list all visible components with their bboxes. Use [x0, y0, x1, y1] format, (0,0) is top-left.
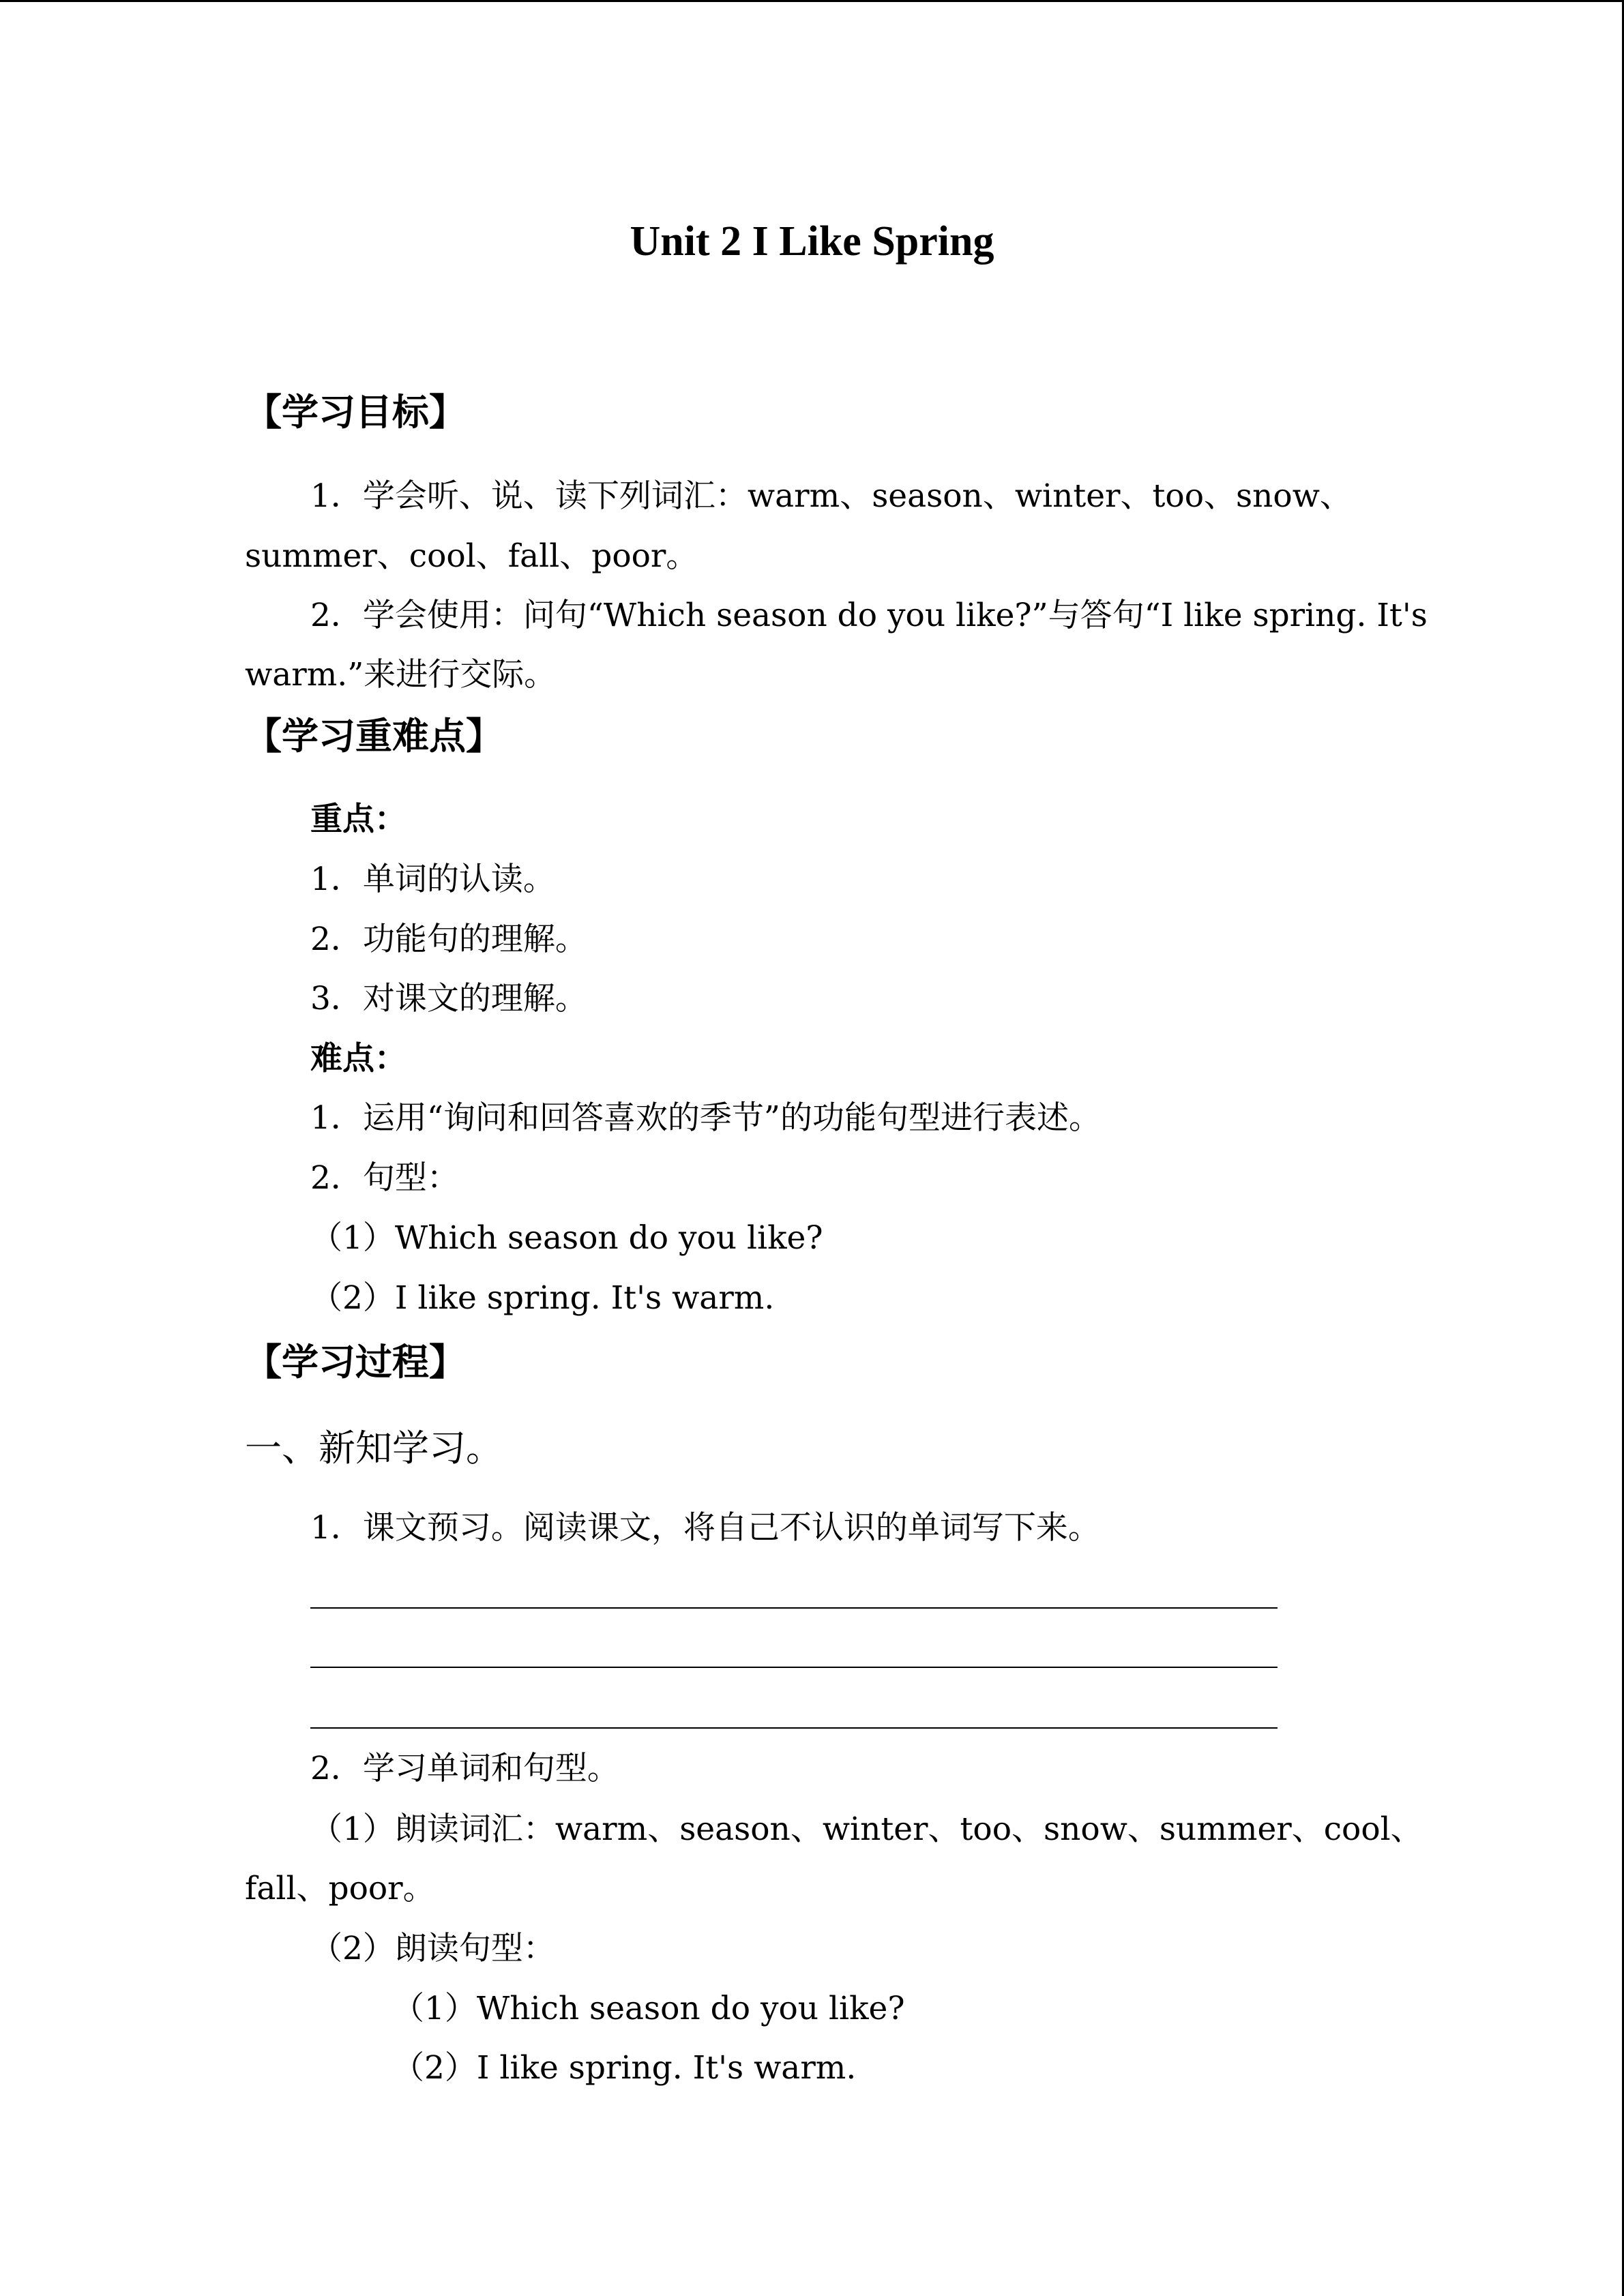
difficult-item-1: 1．运用“询问和回答喜欢的季节”的功能句型进行表述。	[310, 1099, 1101, 1137]
sentence-1: （1）Which season do you like?	[392, 1990, 905, 2027]
key-item-3: 3．对课文的理解。	[310, 980, 587, 1017]
sentence-2: （2）I like spring. It's warm.	[392, 2049, 857, 2087]
writing-line	[310, 1607, 1278, 1609]
step-1: 1．课文预习。阅读课文，将自己不认识的单词写下来。	[310, 1509, 1100, 1547]
objective-1-line-1: 1．学会听、说、读下列词汇：warm、season、winter、too、snow、	[310, 477, 1352, 515]
vocab-line-1: （1）朗读词汇：warm、season、winter、too、snow、summer、cool、	[310, 1810, 1423, 1848]
key-points-heading: 【学习重难点】	[245, 714, 503, 758]
key-label: 重点：	[310, 801, 407, 838]
pattern-1: （1）Which season do you like?	[310, 1219, 823, 1257]
difficult-label: 难点：	[310, 1040, 407, 1077]
step-2: 2．学习单词和句型。	[310, 1750, 619, 1787]
process-heading: 【学习过程】	[245, 1340, 466, 1384]
page-title: Unit 2 I Like Spring	[630, 218, 994, 265]
vocab-line-2: fall、poor。	[245, 1870, 435, 1907]
writing-line	[310, 1727, 1278, 1729]
objectives-heading: 【学习目标】	[245, 390, 466, 434]
objective-2-line-1: 2．学会使用：问句“Which season do you like?”与答句“I like spring. It's	[310, 597, 1428, 634]
objective-1-line-2: summer、cool、fall、poor。	[245, 537, 698, 575]
sentence-label: （2）朗读句型：	[310, 1930, 555, 1967]
section-new-knowledge: 一、新知学习。	[245, 1427, 503, 1470]
pattern-2: （2）I like spring. It's warm.	[310, 1279, 775, 1317]
writing-line	[310, 1667, 1278, 1668]
key-item-2: 2．功能句的理解。	[310, 921, 587, 958]
key-item-1: 1．单词的认读。	[310, 861, 555, 898]
difficult-item-2: 2．句型：	[310, 1159, 459, 1197]
objective-2-line-2: warm.”来进行交际。	[245, 656, 557, 694]
